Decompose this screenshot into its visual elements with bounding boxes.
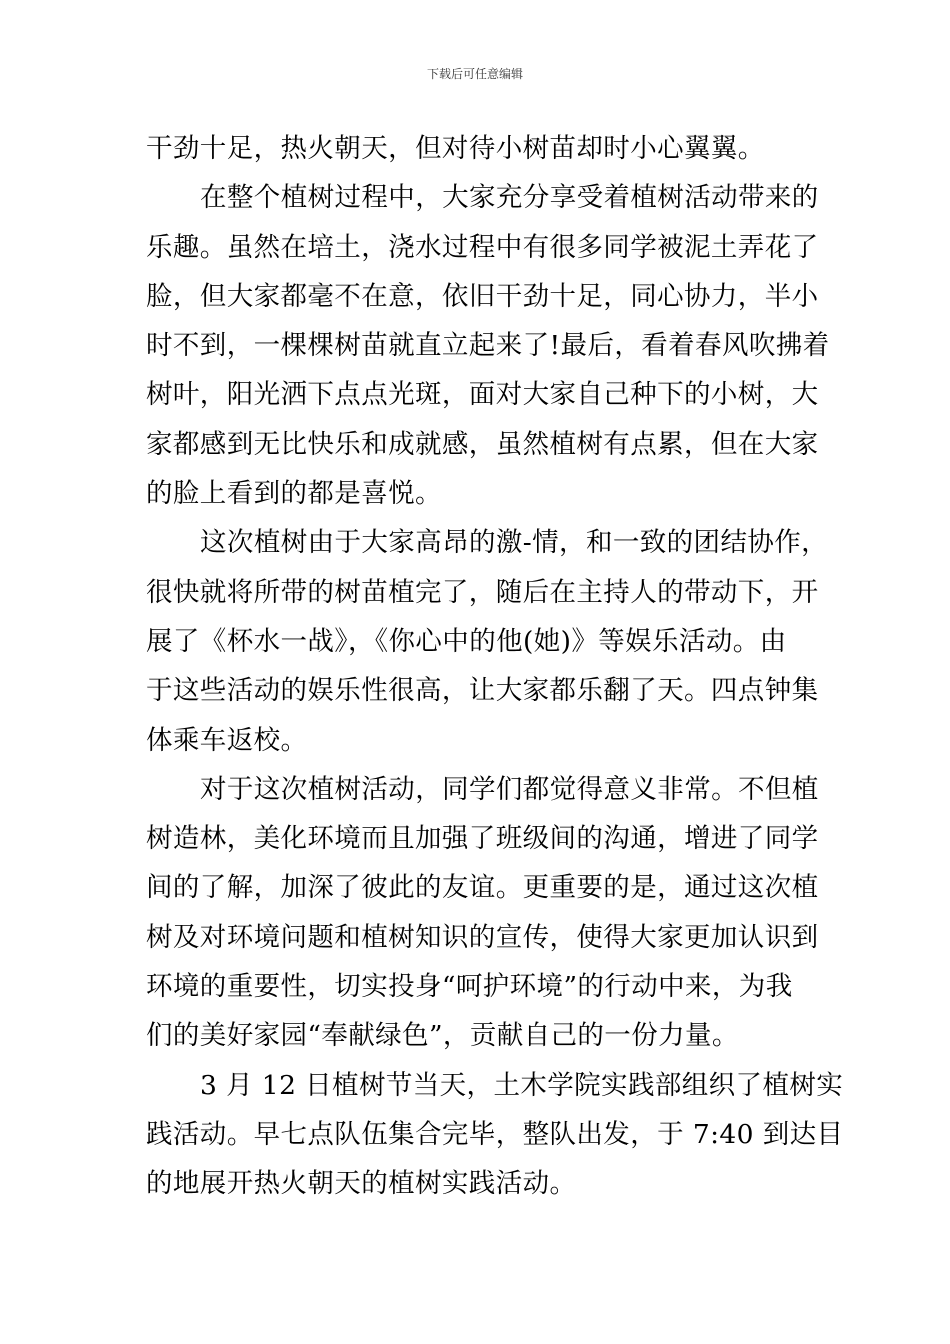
paragraph-line: 在整个植树过程中，大家充分享受着植树活动带来的 [200, 182, 819, 214]
paragraph-line: 脸，但大家都毫不在意，依旧干劲十足，同心协力，半小 [146, 280, 819, 312]
paragraph-line: 的地展开热火朝天的植树实践活动。 [146, 1168, 577, 1200]
paragraph-line: 于这些活动的娱乐性很高，让大家都乐翻了天。四点钟集 [146, 675, 819, 707]
paragraph-line: 们的美好家园“奉献绿色”，贡献自己的一份力量。 [146, 1020, 739, 1052]
paragraph-line: 的脸上看到的都是喜悦。 [146, 478, 442, 510]
paragraph-line: 很快就将所带的树苗植完了，随后在主持人的带动下，开 [146, 576, 819, 608]
paragraph-line: 这次植树由于大家高昂的激-情，和一致的团结协作， [200, 527, 829, 559]
paragraph-line: 时不到，一棵棵树苗就直立起来了!最后，看着春风吹拂着 [146, 330, 830, 362]
document-body [146, 124, 844, 1209]
paragraph-line: 树叶，阳光洒下点点光斑，面对大家自己种下的小树，大 [146, 379, 819, 411]
paragraph-line: 体乘车返校。 [146, 724, 308, 756]
paragraph-line: 3 月 12 日植树节当天，土木学院实践部组织了植树实 [200, 1069, 844, 1101]
paragraph-line: 干劲十足，热火朝天，但对待小树苗却时小心翼翼。 [146, 133, 765, 164]
paragraph-line: 对于这次植树活动，同学们都觉得意义非常。不但植 [200, 773, 819, 805]
paragraph-line: 树及对环境问题和植树知识的宣传，使得大家更加认识到 [146, 921, 819, 953]
paragraph-line: 家都感到无比快乐和成就感，虽然植树有点累，但在大家 [146, 428, 819, 460]
paragraph-line: 乐趣。虽然在培土，浇水过程中有很多同学被泥土弄花了 [146, 231, 819, 263]
paragraph-line: 环境的重要性，切实投身“呵护环境”的行动中来，为我 [146, 971, 793, 1003]
paragraph-line: 展了《杯水一战》，《你心中的他(她)》等娱乐活动。由 [146, 625, 787, 657]
page-header: 下载后可任意编辑 [426, 67, 523, 81]
paragraph-line: 树造林，美化环境而且加强了班级间的沟通，增进了同学 [146, 823, 819, 855]
paragraph-line: 间的了解，加深了彼此的友谊。更重要的是，通过这次植 [146, 872, 819, 904]
paragraph-line: 践活动。早七点队伍集合完毕，整队出发，于 7:40 到达目 [146, 1118, 844, 1150]
